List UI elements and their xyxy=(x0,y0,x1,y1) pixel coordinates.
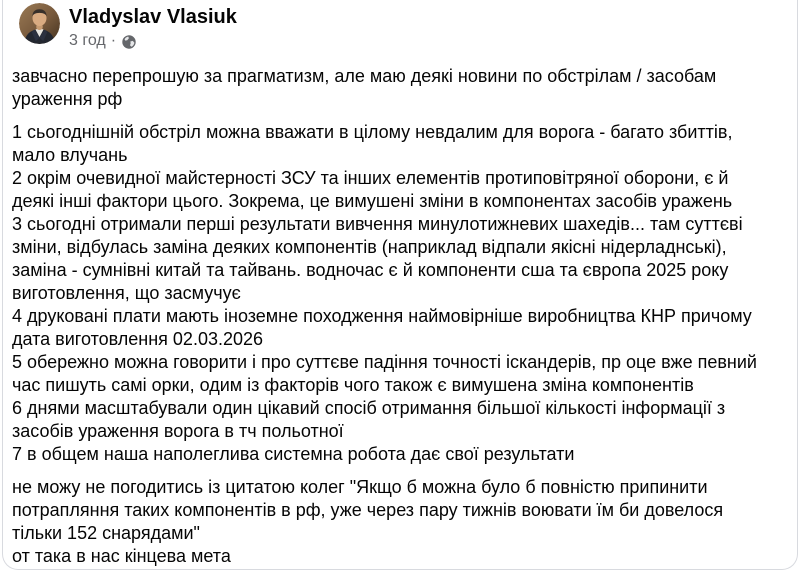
avatar-photo xyxy=(19,3,60,44)
post-line-4: 4 друковані плати мають іноземне походження наймовірніше виробництва КНР причому дата виготовлення 02.03.2026 xyxy=(12,306,752,349)
post-line-2: 2 окрім очевидної майстерності ЗСУ та інших елементів протиповітряної оборони, є й деякі інші фактори цього. Зокрема, це вимушені зміни в компонентах засобів уражень xyxy=(12,168,733,211)
closing-final-line: от така в нас кінцева мета xyxy=(12,546,231,566)
post-line-6: 6 днями масштабували один цікавий спосіб отримання більшої кількості інформації з засобів ураження ворога в тч польотної xyxy=(12,398,726,441)
author-name[interactable]: Vladyslav Vlasiuk xyxy=(69,6,237,28)
closing-quote: не можу не погодитись із цитатою колег "Якщо б можна було б повністю припинити потрапляння таких компонентів в рф, уже через пару тижнів воювати їм би довелося тільки 152 снарядами" xyxy=(12,477,724,543)
post-meta xyxy=(69,31,237,51)
post-line-3: 3 сьогодні отримали перші результати вивчення минулотижневих шахедів... там суттєві зміни, відбулась заміна деяких компонентів (наприклад відпали якісні нідерладнські), заміна - сумнівні китай та тайвань. водночас є й компоненти сша та європа 2025 року виготовлення, що засмучує xyxy=(12,214,743,303)
timestamp[interactable]: 3 год xyxy=(69,32,106,49)
post-items xyxy=(12,121,775,466)
post-paragraph-intro: завчасно перепрошую за прагматизм, але маю деякі новини по обстрілам / засобам ураження рф xyxy=(12,66,717,109)
post-header xyxy=(3,0,797,51)
avatar[interactable] xyxy=(19,3,60,44)
post-paragraph-closing xyxy=(12,476,775,568)
globe-icon xyxy=(121,34,137,50)
post-line-5: 5 обережно можна говорити і про суттєве падіння точності іскандерів, пр оце вже певний час пишуть самі орки, одим із факторів чого також є вимушена зміна компонентів xyxy=(12,352,757,395)
post-body xyxy=(3,51,797,568)
post-line-7: 7 в общем наша наполеглива системна робота дає свої результати xyxy=(12,444,575,464)
meta-separator: · xyxy=(110,32,117,49)
header-text xyxy=(69,3,237,51)
post-line-1: 1 сьогоднішній обстріл можна вважати в цілому невдалим для ворога - багато збиттів, мало влучань xyxy=(12,122,733,165)
post-card xyxy=(2,0,798,570)
